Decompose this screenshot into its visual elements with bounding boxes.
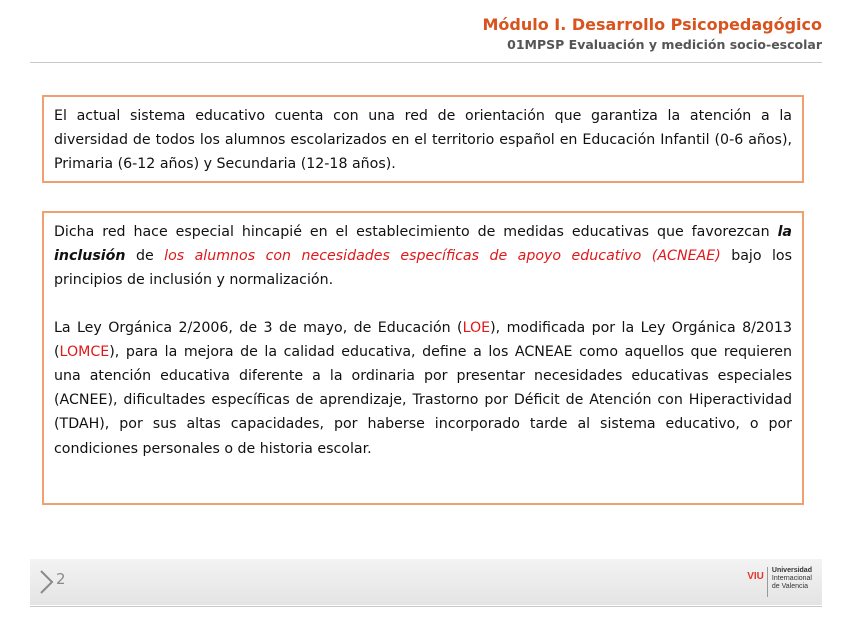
lomce-highlight: LOMCE bbox=[59, 343, 110, 360]
inclusion-text-3: bajo los principios de inclusión y normalización. bbox=[54, 248, 792, 289]
page-number: 2 bbox=[56, 570, 66, 588]
module-title: Módulo I. Desarrollo Psicopedagógico bbox=[482, 15, 822, 34]
viu-logo-mark: VIU bbox=[747, 571, 764, 582]
intro-paragraph: El actual sistema educativo cuenta con una red de orientación que garantiza la atención a la diversidad de todos los alumnos escolarizados en el territorio español en Educación Infantil (0-6 años), Primaria (6-12 años) y Secundaria (12-18 años). bbox=[54, 108, 792, 173]
chevron-right-icon bbox=[38, 567, 56, 597]
logo-line-2: Internacional bbox=[771, 575, 812, 582]
slide-header bbox=[482, 14, 822, 54]
inclusion-paragraph bbox=[54, 220, 792, 293]
inclusion-textbox bbox=[42, 211, 804, 505]
law-paragraph bbox=[54, 316, 792, 461]
logo-line-3: de Valencia bbox=[771, 583, 808, 590]
footer-divider bbox=[30, 606, 822, 607]
logo-text bbox=[772, 567, 812, 591]
law-text-3: ), para la mejora de la calidad educativa, define a los ACNEAE como aquellos que requieren una atención educativa diferente a la ordinaria por presentar necesidades educativas especiales (ACNEE), dificultades específicas de aprendizaje, Trastorno por Déficit de Atención con Hiperactividad (TDAH), por sus altas capacidades, por haberse incorporado tarde al sistema educativo, o por condiciones personales o de historia escolar. bbox=[54, 343, 792, 457]
logo-line-1: Universidad bbox=[771, 567, 812, 574]
inclusion-text-1: Dicha red hace especial hincapié en el establecimiento de medidas educativas que favorezcan bbox=[54, 224, 778, 240]
law-text-2: ), modificada por la Ley Orgánica 8/2013 ( bbox=[54, 319, 792, 360]
law-text-1: La Ley Orgánica 2/2006, de 3 de mayo, de Educación ( bbox=[54, 319, 463, 336]
acneae-highlight: los alumnos con necesidades específicas de apoyo educativo (ACNEAE) bbox=[164, 248, 721, 265]
university-logo bbox=[747, 567, 812, 599]
inclusion-text-2: de bbox=[125, 248, 165, 265]
slide-footer bbox=[30, 559, 822, 605]
loe-highlight: LOE bbox=[462, 319, 491, 336]
header-divider bbox=[30, 62, 822, 63]
inclusion-emphasis: la inclusión bbox=[54, 224, 792, 265]
course-subtitle: 01MPSP Evaluación y medición socio-escolar bbox=[507, 37, 822, 52]
logo-divider bbox=[767, 567, 768, 597]
intro-textbox bbox=[42, 95, 804, 183]
